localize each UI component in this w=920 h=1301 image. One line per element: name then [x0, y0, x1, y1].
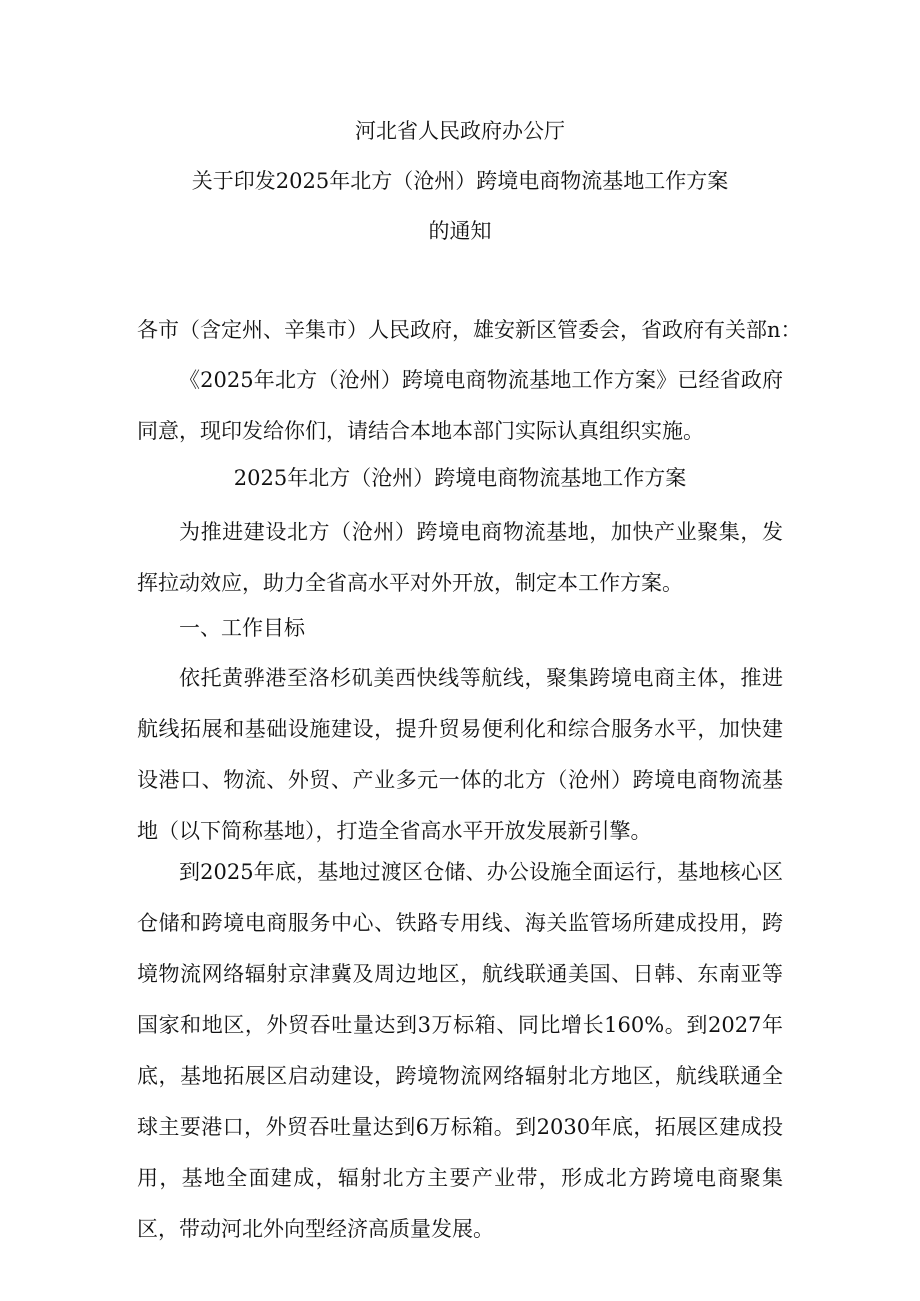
- intro-paragraph: 为推进建设北方（沧州）跨境电商物流基地，加快产业聚集，发挥拉动效应，助力全省高水平对外开放，制定本工作方案。: [137, 520, 783, 595]
- goals-paragraph-1: 依托黄骅港至洛杉矶美西快线等航线，聚集跨境电商主体，推进航线拓展和基础设施建设，提升贸易便利化和综合服务水平，加快建设港口、物流、外贸、产业多元一体的北方（沧州）跨境电商物流基地（以下简称基地），打造全省高水平开放发展新引擎。: [137, 666, 783, 843]
- notice-paragraph: 《2025年北方（沧州）跨境电商物流基地工作方案》已经省政府同意，现印发给你们，请结合本地本部门实际认真组织实施。: [137, 368, 783, 443]
- goals-paragraph-2: 到2025年底，基地过渡区仓储、办公设施全面运行，基地核心区仓储和跨境电商服务中心、铁路专用线、海关监管场所建成投用，跨境物流网络辐射京津冀及周边地区，航线联通美国、日韩、东南亚等国家和地区，外贸吞吐量达到3万标箱、同比增长160%。到2027年底，基地拓展区启动建设，跨境物流网络辐射北方地区，航线联通全球主要港口，外贸吞吐量达到6万标箱。到2030年底，拓展区建成投用，基地全面建成，辐射北方主要产业带，形成北方跨境电商聚集区，带动河北外向型经济高质量发展。: [137, 860, 783, 1241]
- addressee-line: 各市（含定州、辛集市）人民政府，雄安新区管委会，省政府有关部n：: [137, 318, 802, 342]
- notice-title-suffix: 的通知: [428, 219, 492, 243]
- issuer-title: 河北省人民政府办公厅: [355, 119, 565, 143]
- section-heading-goals: 一、工作目标: [179, 616, 305, 640]
- plan-title: 2025年北方（沧州）跨境电商物流基地工作方案: [233, 466, 687, 490]
- notice-title: 关于印发2025年北方（沧州）跨境电商物流基地工作方案: [191, 169, 729, 193]
